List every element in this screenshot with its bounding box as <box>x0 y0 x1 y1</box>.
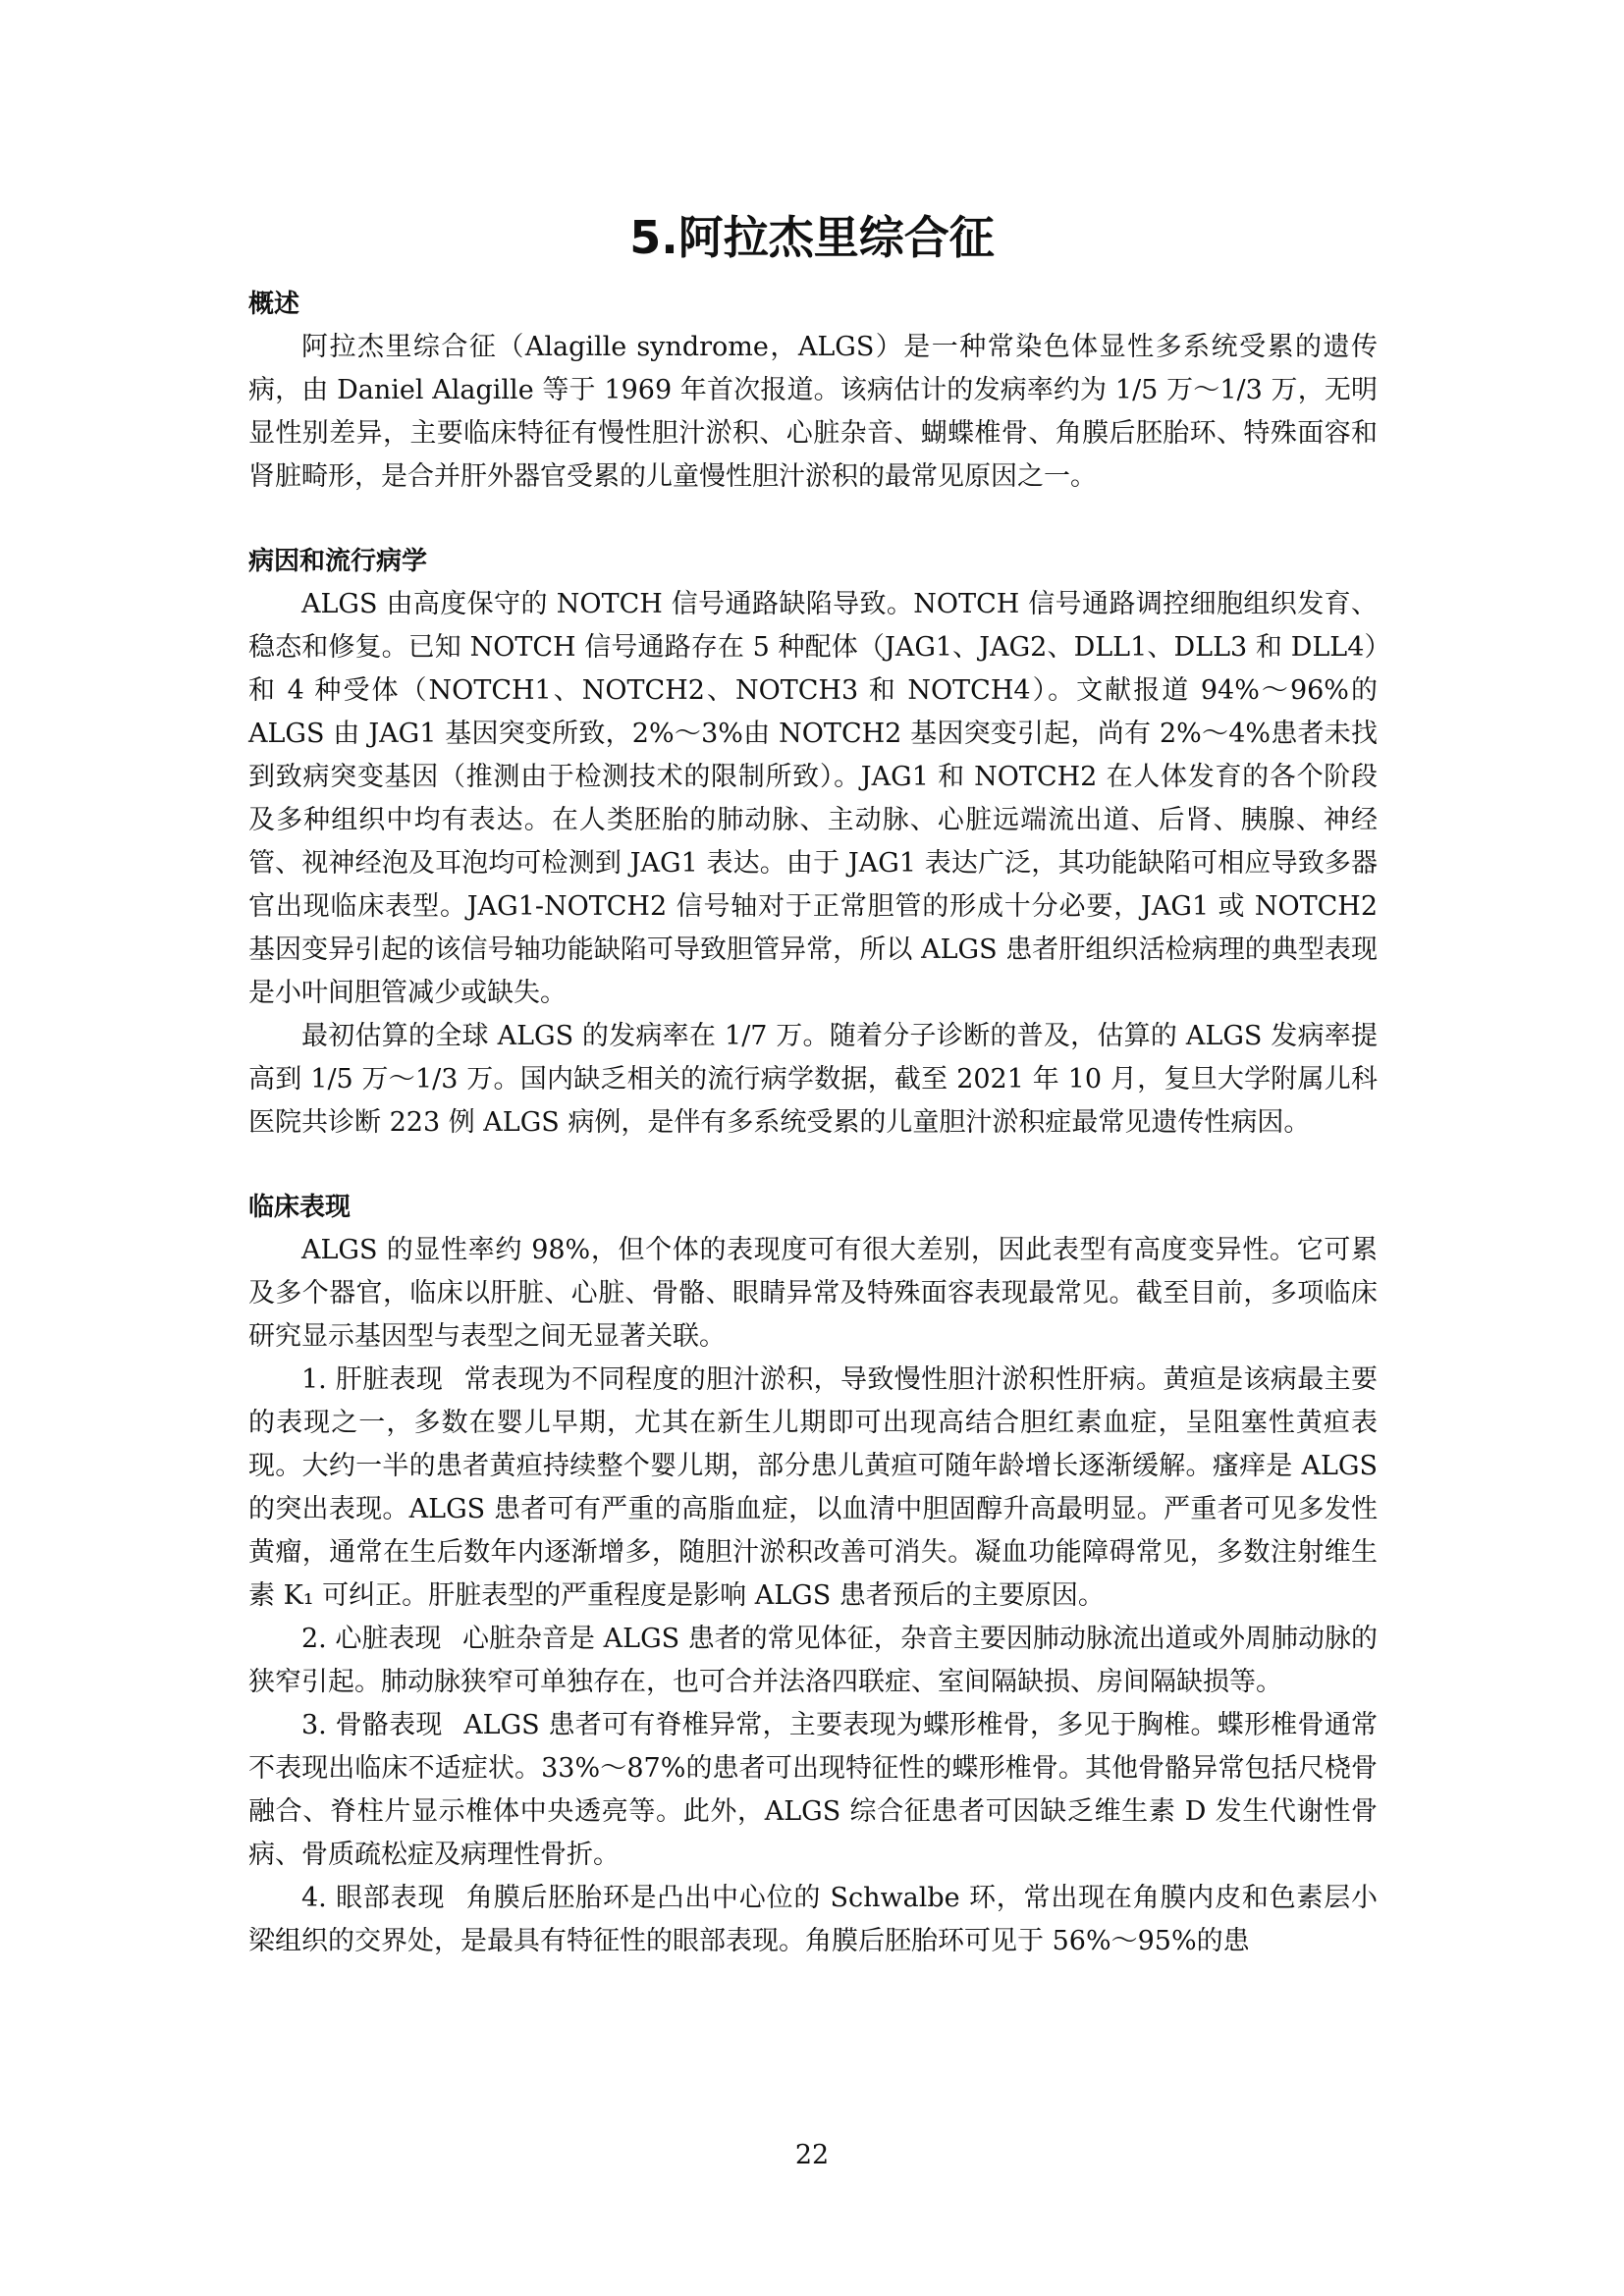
clinical-item-text: ALGS 患者可有脊椎异常，主要表现为蝶形椎骨，多见于胸椎。蝶形椎骨通常不表现出临床不适症状。33%～87%的患者可出现特征性的蝶形椎骨。其他骨骼异常包括尺桡骨融合、脊柱片显示椎体中央透亮等。此外，ALGS 综合征患者可因缺乏维生素 D 发生代谢性骨病、骨质疏松症及病理性骨折。 <box>248 1710 1378 1870</box>
clinical-item-title: 1. 肝脏表现 <box>301 1364 444 1395</box>
clinical-item-liver <box>248 1359 1378 1618</box>
clinical-item-title: 3. 骨骼表现 <box>301 1710 443 1740</box>
clinical-item-title: 4. 眼部表现 <box>301 1883 446 1913</box>
clinical-item-text: 角膜后胚胎环是凸出中心位的 Schwalbe 环，常出现在角膜内皮和色素层小梁组织的交界处，是最具有特征性的眼部表现。角膜后胚胎环可见于 56%～95%的患 <box>248 1883 1379 1956</box>
clinical-item-eye <box>248 1877 1378 1963</box>
clinical-item-heart <box>248 1618 1378 1704</box>
clinical-item-text: 常表现为不同程度的胆汁淤积，导致慢性胆汁淤积性肝病。黄疸是该病最主要的表现之一，多数在婴儿早期，尤其在新生儿期即可出现高结合胆红素血症，呈阻塞性黄疸表现。大约一半的患者黄疸持续整个婴儿期，部分患儿黄疸可随年龄增长逐渐缓解。瘙痒是 ALGS 的突出表现。ALGS 患者可有严重的高脂血症，以血清中胆固醇升高最明显。严重者可见多发性黄瘤，通常在生后数年内逐渐增多，随胆汁淤积改善可消失。凝血功能障碍常见，多数注射维生素 K₁ 可纠正。肝脏表型的严重程度是影响 ALGS 患者预后的主要原因。 <box>248 1364 1379 1611</box>
etiology-paragraph-1: ALGS 由高度保守的 NOTCH 信号通路缺陷导致。NOTCH 信号通路调控细胞组织发育、稳态和修复。已知 NOTCH 信号通路存在 5 种配体（JAG1、JAG2、DLL1、DLL3 和 DLL4）和 4 种受体（NOTCH1、NOTCH2、NOTCH3 和 NOTCH4）。文献报道 94%～96%的 ALGS 由 JAG1 基因突变所致，2%～3%由 NOTCH2 基因突变引起，尚有 2%～4%患者未找到致病突变基因（推测由于检测技术的限制所致）。JAG1 和 NOTCH2 在人体发育的各个阶段及多种组织中均有表达。在人类胚胎的肺动脉、主动脉、心脏远端流出道、后肾、胰腺、神经管、视神经泡及耳泡均可检测到 JAG1 表达。由于 JAG1 表达广泛，其功能缺陷可相应导致多器官出现临床表型。JAG1-NOTCH2 信号轴对于正常胆管的形成十分必要，JAG1 或 NOTCH2 基因变异引起的该信号轴功能缺陷可导致胆管异常，所以 ALGS 患者肝组织活检病理的典型表现是小叶间胆管减少或缺失。 <box>248 589 1378 1008</box>
section-heading-clinical: 临床表现 <box>248 1193 352 1222</box>
page-number: 22 <box>794 2140 830 2170</box>
section-spacer <box>248 499 1378 540</box>
overview-paragraph: 阿拉杰里综合征（Alagille syndrome，ALGS）是一种常染色体显性多系统受累的遗传病，由 Daniel Alagille 等于 1969 年首次报道。该病估计的发病率约为 1/5 万～1/3 万，无明显性别差异，主要临床特征有慢性胆汁淤积、心脏杂音、蝴蝶椎骨、角膜后胚胎环、特殊面容和肾脏畸形，是合并肝外器官受累的儿童慢性胆汁淤积的最常见原因之一。 <box>248 332 1378 492</box>
section-heading-etiology: 病因和流行病学 <box>248 547 428 576</box>
clinical-item-text: 心脏杂音是 ALGS 患者的常见体征，杂音主要因肺动脉流出道或外周肺动脉的狭窄引起。肺动脉狭窄可单独存在，也可合并法洛四联症、室间隔缺损、房间隔缺损等。 <box>248 1624 1378 1697</box>
clinical-item-skeleton <box>248 1704 1378 1877</box>
section-spacer <box>248 1145 1378 1186</box>
section-heading-overview: 概述 <box>248 290 300 319</box>
page-content <box>248 283 1378 1963</box>
clinical-item-title: 2. 心脏表现 <box>301 1624 442 1654</box>
etiology-paragraph-2: 最初估算的全球 ALGS 的发病率在 1/7 万。随着分子诊断的普及，估算的 ALGS 发病率提高到 1/5 万～1/3 万。国内缺乏相关的流行病学数据，截至 2021 年 10 月，复旦大学附属儿科医院共诊断 223 例 ALGS 病例，是伴有多系统受累的儿童胆汁淤积症最常见遗传性病因。 <box>248 1021 1378 1138</box>
clinical-intro-paragraph: ALGS 的显性率约 98%，但个体的表现度可有很大差别，因此表型有高度变异性。它可累及多个器官，临床以肝脏、心脏、骨骼、眼睛异常及特殊面容表现最常见。截至目前，多项临床研究显示基因型与表型之间无显著关联。 <box>248 1235 1378 1352</box>
page-title: 5.阿拉杰里综合征 <box>629 211 995 264</box>
